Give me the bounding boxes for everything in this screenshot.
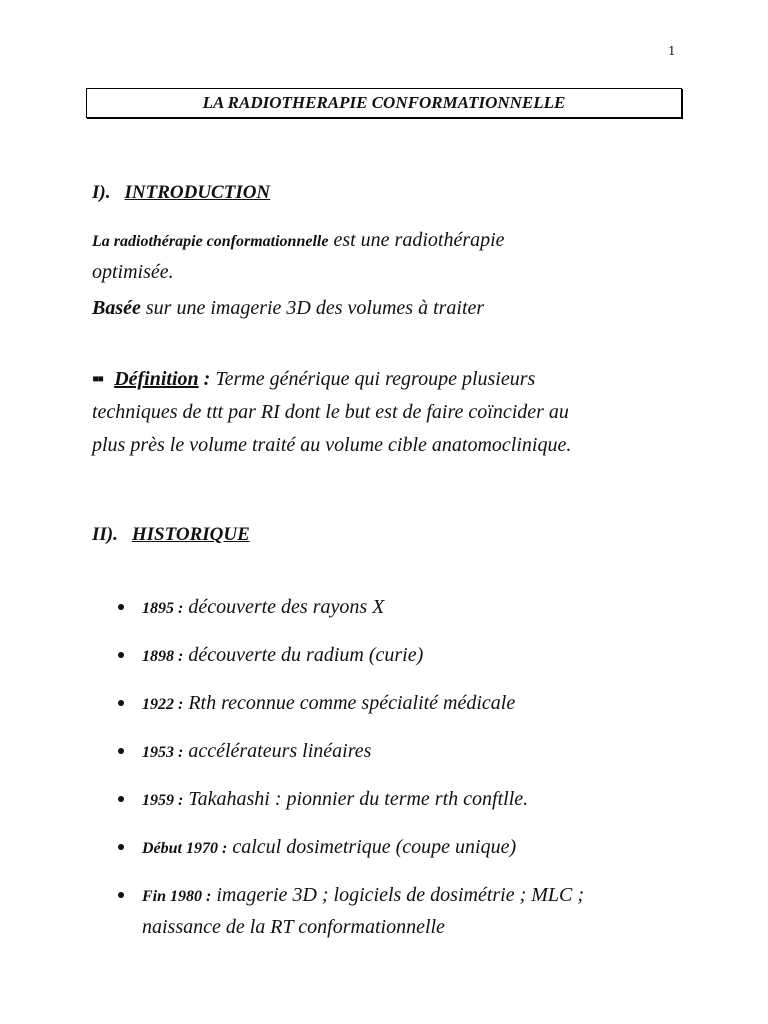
bullet-icon (118, 892, 124, 898)
definition-line3: plus près le volume traité au volume cible anatomoclinique. (92, 434, 572, 456)
basee-bold-term: Basée (92, 297, 141, 319)
history-timeline (118, 592, 678, 942)
bullet-icon (118, 652, 124, 658)
event-text: calcul dosimetrique (coupe unique) (227, 836, 517, 858)
list-item (118, 688, 678, 720)
year-label: 1895 : (142, 600, 184, 617)
list-item (118, 784, 678, 816)
bullet-icon (118, 700, 124, 706)
list-item (118, 736, 678, 768)
intro-bold-term: La radiothérapie conformationnelle (92, 233, 329, 250)
section-number: II). (92, 524, 118, 545)
section-number: I). (92, 182, 111, 203)
bullet-icon (118, 748, 124, 754)
list-item (118, 832, 678, 864)
list-item (118, 640, 678, 672)
title-box (86, 88, 682, 118)
list-item (118, 592, 678, 624)
document-title: LA RADIOTHERAPIE CONFORMATIONNELLE (202, 93, 566, 112)
year-label: 1922 : (142, 696, 184, 713)
intro-paragraph (92, 225, 692, 287)
event-text: Takahashi : pionnier du terme rth conftlle. (183, 788, 529, 810)
section-heading-historique (92, 524, 250, 546)
event-text: accélérateurs linéaires (183, 740, 372, 762)
year-label: 1898 : (142, 648, 184, 665)
year-label: Début 1970 : (142, 840, 228, 857)
basee-paragraph (92, 293, 692, 323)
square-bullet-icon: ▪▪ (92, 368, 103, 390)
event-text: imagerie 3D ; logiciels de dosimétrie ; MLC ; (211, 884, 585, 906)
year-label: Fin 1980 : (142, 888, 212, 905)
section-heading-introduction (92, 182, 270, 204)
section-title: INTRODUCTION (124, 182, 271, 203)
event-text: découverte des rayons X (183, 596, 385, 618)
definition-term: Définition (114, 368, 199, 390)
bullet-icon (118, 796, 124, 802)
bullet-icon (118, 844, 124, 850)
definition-colon: : (198, 368, 211, 390)
basee-text: sur une imagerie 3D des volumes à traiter (140, 297, 485, 319)
event-text: découverte du radium (curie) (183, 644, 424, 666)
intro-text: est une radiothérapie (328, 229, 505, 251)
definition-paragraph (92, 363, 692, 462)
year-label: 1953 : (142, 744, 184, 761)
year-label: 1959 : (142, 792, 184, 809)
bullet-icon (118, 604, 124, 610)
event-text-line2: naissance de la RT conformationnelle (142, 916, 445, 938)
definition-line2: techniques de ttt par RI dont le but est de faire coïncider au (92, 401, 569, 423)
page-number: 1 (668, 44, 676, 58)
section-title: HISTORIQUE (131, 524, 250, 545)
intro-text-line2: optimisée. (92, 261, 174, 283)
event-text: Rth reconnue comme spécialité médicale (183, 692, 516, 714)
definition-line1: Terme générique qui regroupe plusieurs (210, 368, 536, 390)
list-item (118, 880, 678, 942)
